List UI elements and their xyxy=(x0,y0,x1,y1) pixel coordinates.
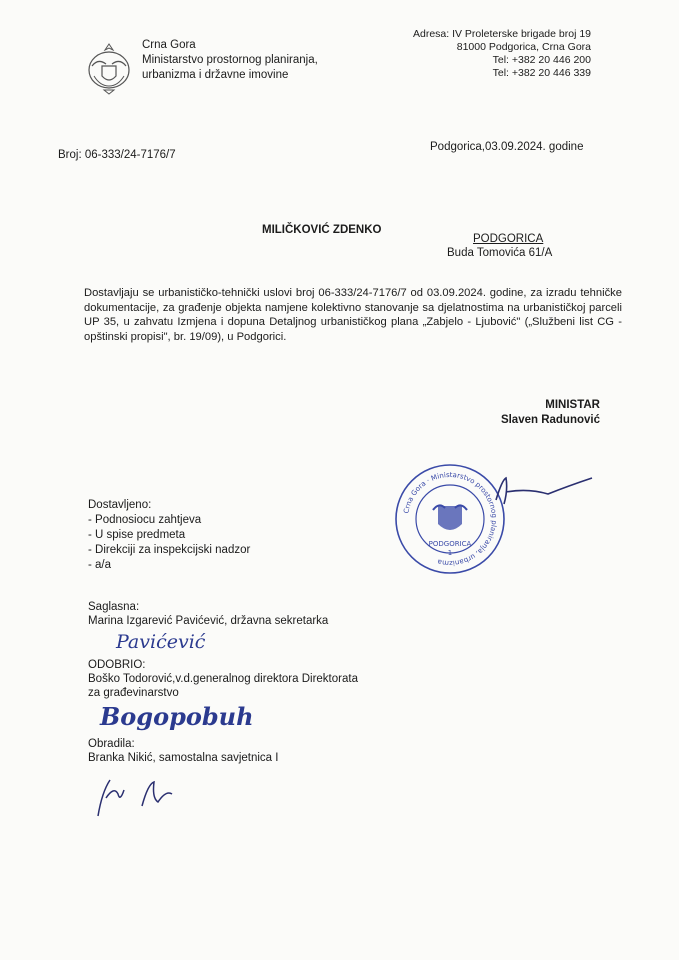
coat-of-arms-icon xyxy=(84,36,134,98)
delivery-item: - Direkciji za inspekcijski nadzor xyxy=(88,544,251,556)
agreed-label: Saglasna: xyxy=(88,601,140,613)
approved-block xyxy=(88,658,358,700)
org-line: Crna Gora xyxy=(142,39,196,51)
delivery-list xyxy=(88,498,250,573)
address-line: 81000 Podgorica, Crna Gora xyxy=(456,41,591,53)
delivery-item: - U spise predmeta xyxy=(88,529,186,541)
org-line: Ministarstvo prostornog planiranja, xyxy=(142,54,318,66)
agreed-name: Marina Izgarević Pavićević, državna sekretarka xyxy=(88,615,329,627)
approved-label: ODOBRIO: xyxy=(88,659,146,671)
approved-line: za građevinarstvo xyxy=(88,687,179,699)
delivery-item: - Podnosiocu zahtjeva xyxy=(88,514,202,526)
prepared-block xyxy=(88,737,278,765)
address-line: Adresa: IV Proleterske brigade broj 19 xyxy=(412,28,591,40)
phone-line: Tel: +382 20 446 339 xyxy=(492,67,591,79)
recipient-city: PODGORICA xyxy=(473,233,544,245)
recipient-street: Buda Tomovića 61/A xyxy=(447,247,553,259)
document-number: Broj: 06-333/24-7176/7 xyxy=(58,149,176,161)
phone-line: Tel: +382 20 446 200 xyxy=(492,54,591,66)
signatory-title: MINISTAR xyxy=(545,399,600,411)
prepared-signature xyxy=(92,772,192,822)
signatory-name: Slaven Radunović xyxy=(500,414,600,426)
org-line: urbanizma i državne imovine xyxy=(142,69,289,81)
delivery-item: - a/a xyxy=(88,559,112,571)
minister-signature xyxy=(488,470,598,510)
approved-line: Boško Todorović,v.d.generalnog direktora Direktorata xyxy=(88,673,358,685)
prepared-name: Branka Nikić, samostalna savjetnica I xyxy=(88,752,279,764)
letter-body: Dostavljaju se urbanističko-tehnički uslovi broj 06-333/24-7176/7 od 03.09.2024. godine, za izradu tehničke dokumentacije, za građenje objekta namjene kolektivno stanovanje sa djelatnostima na urbanističkoj parceli UP 35, u zahvatu Izmjena i dopuna Detaljnog urbanističkog plana „Zabjelo - Ljubović" („Službeni list CG - opštinski propisi", br. 19/09), u Podgorici. xyxy=(84,287,622,343)
approved-signature: Bogopobuh xyxy=(100,702,254,731)
prepared-label: Obradila: xyxy=(88,738,135,750)
agreed-signature: Pavićević xyxy=(116,631,206,653)
stamp-ring-text: Crna Gora · Ministarstvo prostornog planiranja, urbanizma xyxy=(402,470,499,568)
address-block xyxy=(413,28,591,80)
delivery-heading: Dostavljeno: xyxy=(88,499,152,511)
signatory-block xyxy=(0,398,600,428)
stamp-city: PODGORICA xyxy=(428,540,472,548)
place-date: Podgorica,03.09.2024. godine xyxy=(430,141,584,153)
stamp-number: 1 xyxy=(447,549,453,557)
organization-name xyxy=(142,38,318,83)
recipient-name: MILIČKOVIĆ ZDENKO xyxy=(262,224,382,236)
agreed-block xyxy=(88,600,328,628)
